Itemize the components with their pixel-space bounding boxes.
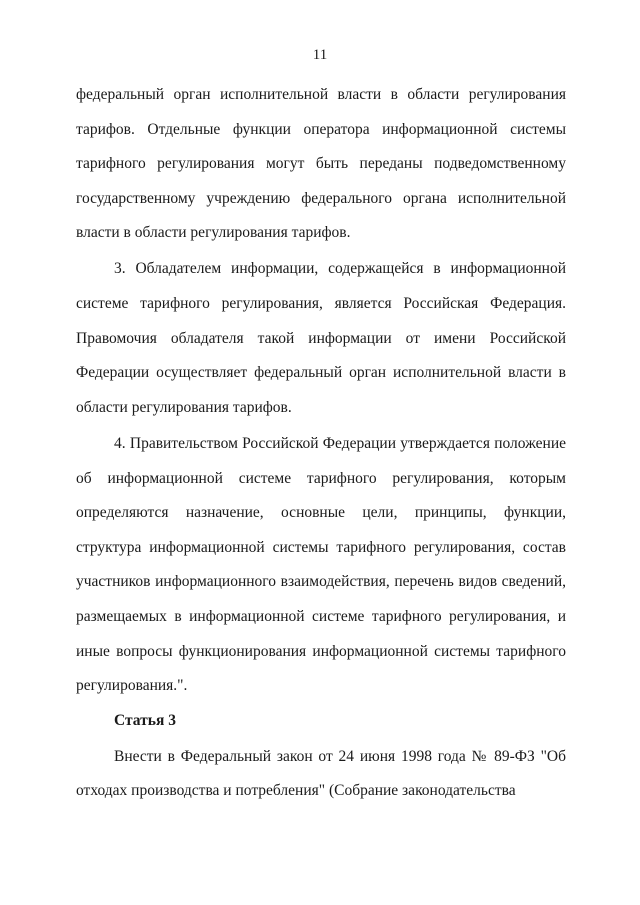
paragraph-continuation: федеральный орган исполнительной власти в области регулирования тарифов. Отдельные функции оператора информационной системы тарифного регулирования могут быть переданы подведомственному государственному учреждению федерального органа исполнительной власти в области регулирования тарифов. bbox=[76, 86, 566, 242]
paragraph-item-4: 4. Правительством Российской Федерации утверждается положение об информационной системе тарифного регулирования, которым определяются назначение, основные цели, принципы, функции, структура информационной системы тарифного регулирования, состав участников информационного взаимодействия, перечень видов сведений, размещаемых в информационной системе тарифного регулирования, и иные вопросы функционирования информационной системы тарифного регулирования.". bbox=[76, 434, 566, 695]
paragraph-item-3: 3. Обладателем информации, содержащейся в информационной системе тарифного регулирования, является Российская Федерация. Правомочия обладателя такой информации от имени Российской Федерации осуществляет федеральный орган исполнительной власти в области регулирования тарифов. bbox=[76, 260, 566, 416]
body-text bbox=[76, 78, 566, 809]
paragraph-article-3: Внести в Федеральный закон от 24 июня 1998 года № 89-ФЗ "Об отходах производства и потребления" (Собрание законодательства bbox=[76, 747, 566, 800]
article-heading: Статья 3 bbox=[114, 711, 176, 729]
page-number: 11 bbox=[312, 47, 328, 63]
